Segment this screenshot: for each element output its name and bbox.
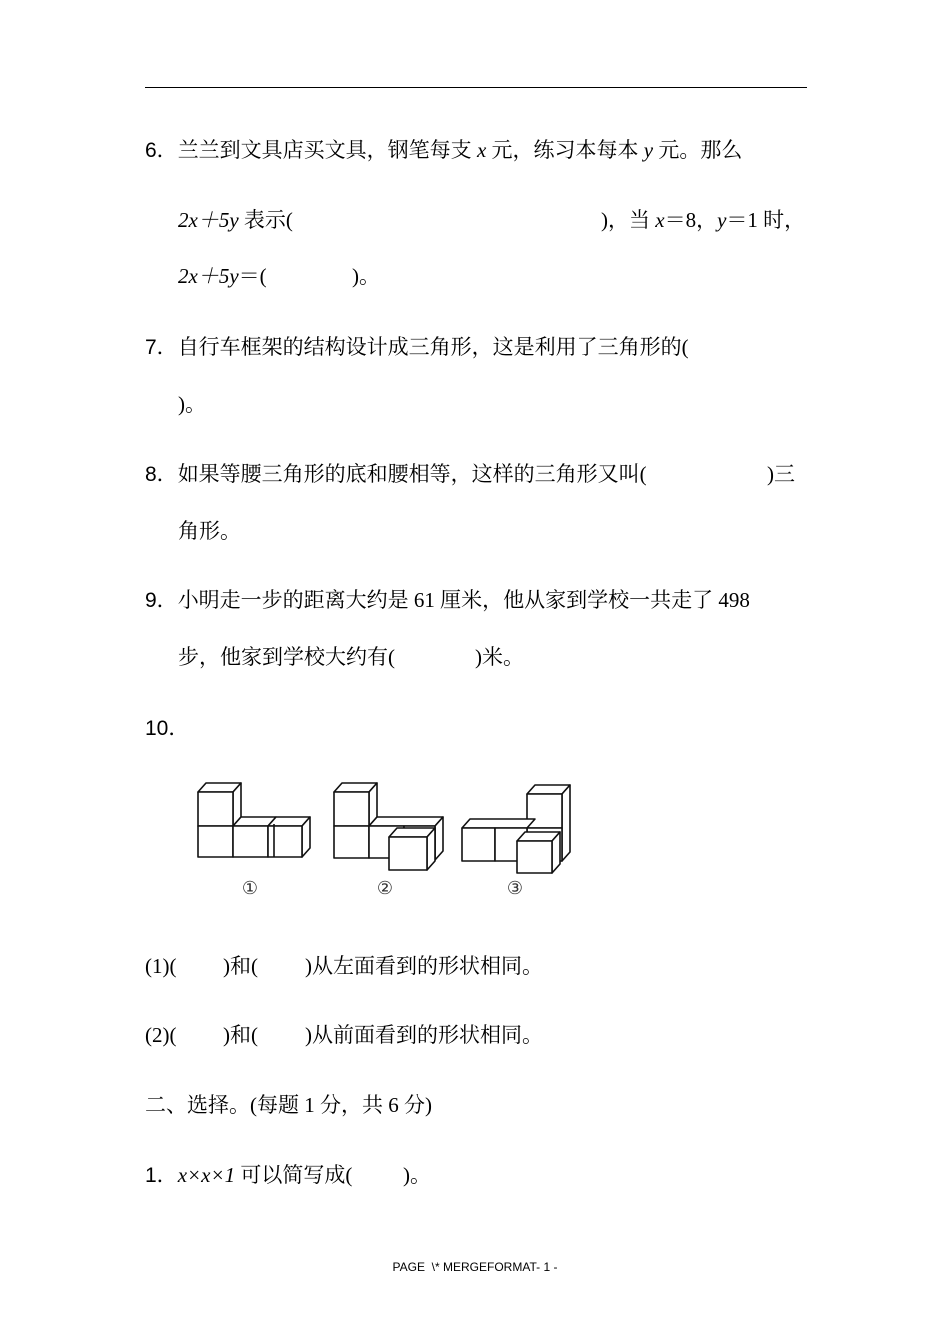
- cube-figure-3: [462, 785, 570, 873]
- header-rule: [145, 87, 807, 88]
- q8-number: 8．: [145, 463, 178, 486]
- page-footer: PAGE \* MERGEFORMAT- 1 -: [392, 1260, 558, 1274]
- q7-number: 7．: [145, 336, 178, 359]
- cube-figure-2: [334, 783, 443, 870]
- choice-1-left: 1．x×x×1 可以简写成(: [145, 1163, 353, 1187]
- choice-1-right: )。: [403, 1163, 431, 1187]
- q8-line-2: 角形。: [178, 519, 241, 543]
- q6-line-2-left: 2x＋5y 表示(: [178, 208, 293, 232]
- q10-sub2-c: )从前面看到的形状相同。: [305, 1023, 543, 1047]
- q10-sub2-a: (2)(: [145, 1023, 177, 1047]
- figure-label-3: ③: [506, 878, 524, 899]
- q6-line-3-right: )。: [352, 264, 380, 288]
- figure-label-2: ②: [376, 878, 394, 899]
- choice-1-number: 1．: [145, 1164, 178, 1187]
- q9-line-2-left: 步，他家到学校大约有(: [178, 645, 395, 669]
- q7-line-2: )。: [178, 392, 206, 416]
- q10-sub1-a: (1)(: [145, 954, 177, 978]
- q9-line-2-right: )米。: [475, 645, 524, 669]
- section-2-heading: 二、选择。(每题 1 分，共 6 分): [145, 1093, 432, 1117]
- q6-line-1: 6．兰兰到文具店买文具，钢笔每支 x 元，练习本每本 y 元。那么: [145, 138, 743, 162]
- cube-figure-1: [198, 783, 310, 857]
- q10-sub1-c: )从左面看到的形状相同。: [305, 954, 543, 978]
- q6-expression: 2x＋5y: [178, 208, 239, 232]
- q8-line-1-left: 8．如果等腰三角形的底和腰相等，这样的三角形又叫(: [145, 462, 647, 486]
- q7-line-1: 7．自行车框架的结构设计成三角形，这是利用了三角形的(: [145, 335, 689, 359]
- q9-number: 9．: [145, 589, 178, 612]
- q10-number: 10．: [145, 717, 190, 740]
- q10-sub2-b: )和(: [223, 1023, 258, 1047]
- q6-number: 6．: [145, 139, 178, 162]
- cube-figures: [190, 775, 590, 905]
- q6-line-3-left: 2x＋5y＝(: [178, 264, 267, 288]
- q6-line-2-right: )，当 x＝8，y＝1 时，: [601, 208, 806, 232]
- q10-sub1-b: )和(: [223, 954, 258, 978]
- figure-label-1: ①: [241, 878, 259, 899]
- q8-line-1-right: )三: [767, 462, 795, 486]
- q9-line-1: 9．小明走一步的距离大约是 61 厘米，他从家到学校一共走了 498: [145, 588, 750, 612]
